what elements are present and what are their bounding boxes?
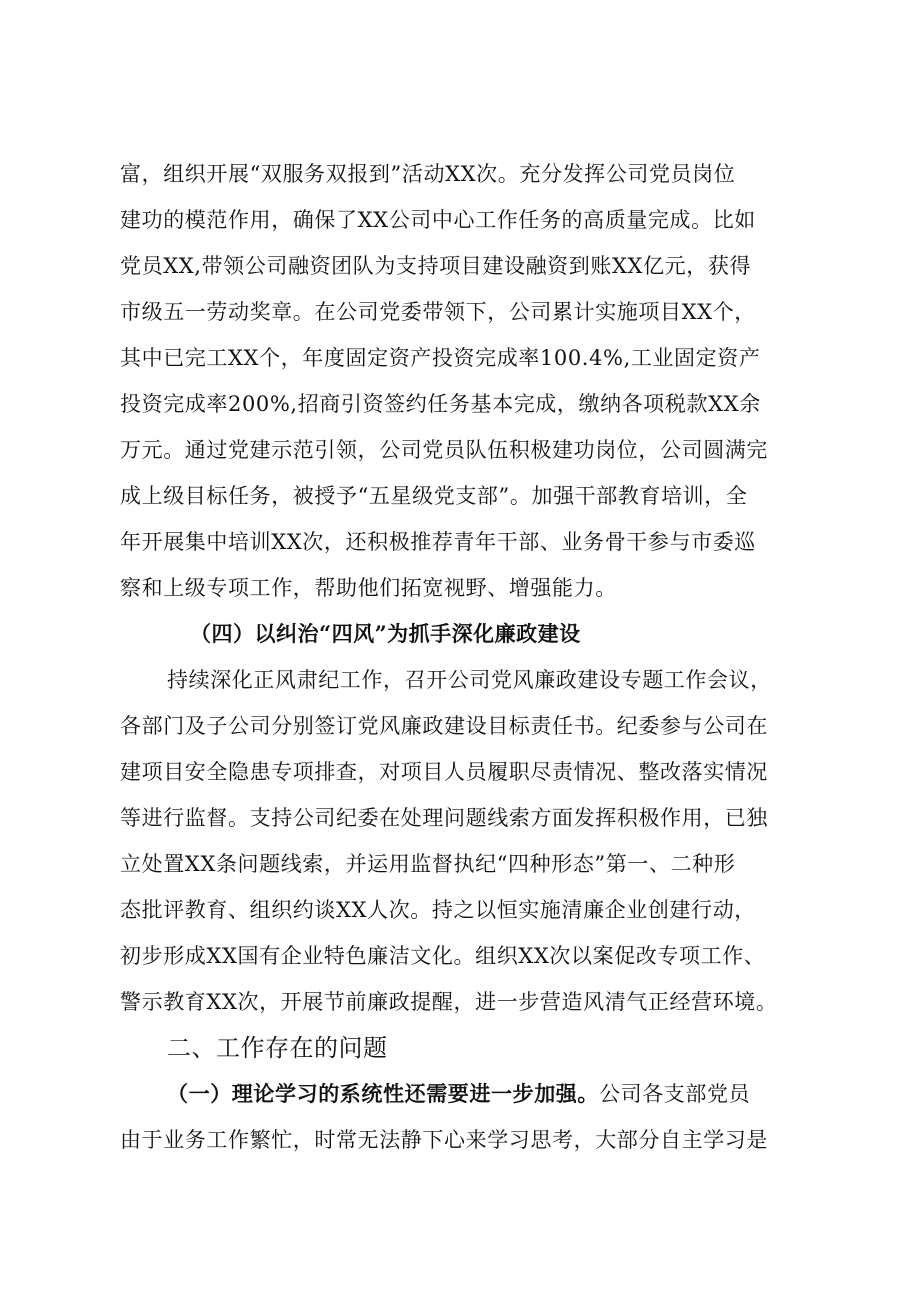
problem-one-heading: （一）理论学习的系统性还需要进一步加强。	[167, 1081, 599, 1106]
section-heading-problems: 二、工作存在的问题	[167, 1034, 388, 1062]
text-line: 持续深化正风肃纪工作，召开公司党风廉政建设专题工作会议，	[167, 668, 772, 692]
text-line: 察和上级专项工作，帮助他们拓宽视野、增强能力。	[120, 576, 617, 600]
paragraph-integrity-building	[120, 666, 810, 1034]
document-body	[120, 160, 810, 1172]
text-line: 由于业务工作繁忙，时常无法静下心来学习思考，大部分自主学习是	[120, 1128, 768, 1152]
text-line: 建项目安全隐患专项排查，对项目人员履职尽责情况、整改落实情况	[120, 760, 768, 784]
text-line: 等进行监督。支持公司纪委在处理问题线索方面发挥积极作用，已独	[120, 806, 768, 830]
problem-one-text: 公司各支部党员	[599, 1082, 751, 1106]
text-line: 党员XX,带领公司融资团队为支持项目建设融资到账XX亿元，获得	[120, 254, 752, 278]
text-line: 建功的模范作用，确保了XX公司中心工作任务的高质量完成。比如	[120, 208, 756, 232]
text-line: 立处置XX条问题线索，并运用监督执纪“四种形态”第一、二种形	[120, 852, 736, 876]
text-line: 成上级目标任务，被授予“五星级党支部”。加强干部教育培训，全	[120, 484, 748, 508]
paragraph-problem-one	[120, 1080, 810, 1172]
text-line: 各部门及子公司分别签订党风廉政建设目标责任书。纪委参与公司在	[120, 714, 768, 738]
text-line: 市级五一劳动奖章。在公司党委带领下，公司累计实施项目XX个，	[120, 300, 756, 324]
text-line: 投资完成率200%,招商引资签约任务基本完成，缴纳各项税款XX余	[120, 392, 761, 416]
paragraph-work-achievements	[120, 160, 810, 620]
text-line: 警示教育XX次，开展节前廉政提醒，进一步营造风清气正经营环境。	[120, 990, 778, 1014]
text-line: 富，组织开展“双服务双报到”活动XX次。充分发挥公司党员岗位	[120, 162, 736, 186]
text-line: 态批评教育、组织约谈XX人次。持之以恒实施清廉企业创建行动，	[120, 898, 756, 922]
subheading-anti-four-winds: （四）以纠治“四风”为抓手深化廉政建设	[190, 621, 581, 646]
text-line: 万元。通过党建示范引领，公司党员队伍积极建功岗位，公司圆满完	[120, 438, 768, 462]
text-line: 其中已完工XX个，年度固定资产投资完成率100.4%,工业固定资产	[120, 346, 761, 370]
text-line	[120, 1080, 810, 1126]
text-line: 年开展集中培训XX次，还积极推荐青年干部、业务骨干参与市委巡	[120, 530, 756, 554]
text-line: 初步形成XX国有企业特色廉洁文化。组织XX次以案促改专项工作、	[120, 944, 766, 968]
